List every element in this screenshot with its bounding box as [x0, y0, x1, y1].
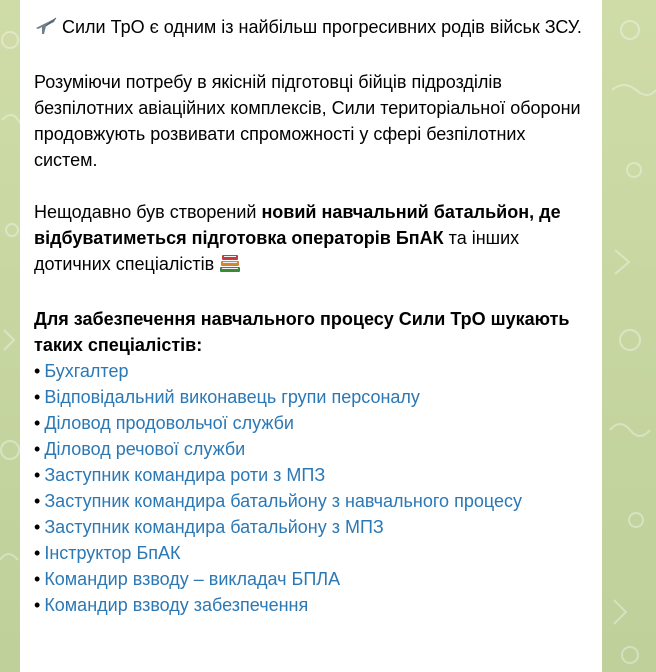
airplane-icon: [34, 14, 58, 43]
position-link[interactable]: Бухгалтер: [44, 361, 129, 381]
bullet: •: [34, 387, 41, 407]
list-item: [34, 436, 590, 462]
position-link[interactable]: Інструктор БпАК: [44, 543, 181, 563]
list-item: [34, 488, 590, 514]
intro-text: Сили ТрО є одним із найбільш прогресивних родів військ ЗСУ.: [62, 17, 582, 37]
intro-paragraph: [34, 14, 590, 43]
position-link[interactable]: Діловод речової служби: [44, 439, 246, 459]
bullet: •: [34, 465, 41, 485]
position-link[interactable]: Командир взводу – викладач БПЛА: [44, 569, 341, 589]
list-item: [34, 384, 590, 410]
message-bubble: [20, 0, 602, 672]
context-paragraph: Розуміючи потребу в якісній підготовці бійців підрозділів безпілотних авіаційних комплексів, Сили територіальної оборони продовжують розвивати спроможності у сфері безпілотних систем.: [34, 72, 581, 170]
list-item: [34, 462, 590, 488]
position-link[interactable]: Заступник командира роти з МПЗ: [44, 465, 326, 485]
list-item: [34, 514, 590, 540]
battalion-bold-text-1: новий навчальний батальйон,: [261, 202, 535, 222]
bullet: •: [34, 569, 41, 589]
position-link[interactable]: Заступник командира батальйону з МПЗ: [44, 517, 384, 537]
bullet: •: [34, 361, 41, 381]
battalion-post-text: та інших дотичних спеціалістів: [34, 228, 520, 274]
position-link[interactable]: Командир взводу забезпечення: [44, 595, 309, 615]
bullet: •: [34, 543, 41, 563]
position-link[interactable]: Діловод продовольчої служби: [44, 413, 294, 433]
list-item: [34, 566, 590, 592]
bullet: •: [34, 491, 41, 511]
list-item: [34, 540, 590, 566]
position-link[interactable]: Відповідальний виконавець групи персоналу: [44, 387, 420, 407]
bullet: •: [34, 439, 41, 459]
bullet: •: [34, 595, 41, 615]
bullet: •: [34, 517, 41, 537]
position-link[interactable]: Заступник командира батальйону з навчального процесу: [44, 491, 522, 511]
positions-list: [34, 358, 590, 618]
battalion-pre-text: Нещодавно був створений: [34, 202, 262, 222]
list-item: [34, 592, 590, 618]
bullet: •: [34, 413, 41, 433]
list-item: [34, 410, 590, 436]
list-item: [34, 358, 590, 384]
books-icon: [219, 253, 241, 280]
positions-heading: Для забезпечення навчального процесу Сили ТрО шукають таких спеціалістів:: [34, 309, 570, 355]
battalion-bold-text-2: де відбуватиметься підготовка операторів БпАК: [34, 202, 561, 248]
battalion-paragraph: [34, 199, 590, 280]
